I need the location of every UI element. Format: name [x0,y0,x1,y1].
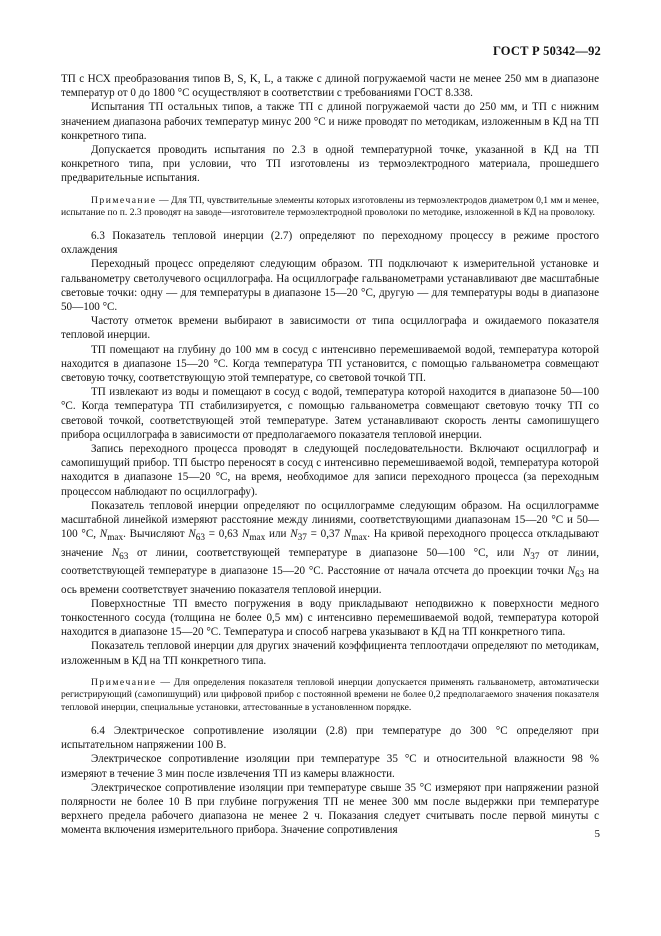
paragraph: ТП с НСХ преобразования типов B, S, K, L, а также с длиной погружаемой части не менее 250 мм в диапазоне температур от 0 до 1800 °С осуществляют в соответствии с требованиями ГОСТ 8.338. [61,73,599,100]
variable-subscript: 63 [119,551,129,562]
note-paragraph [61,195,599,220]
variable-subscript: 63 [195,533,205,544]
note-paragraph [61,677,599,715]
text-run: . На кривой переходного процесса откладывают значение [61,528,599,559]
variable: N [290,528,298,541]
page-body [61,72,599,838]
section-6-3-heading: 6.3 Показатель тепловой инерции (2.7) определяют по переходному процессу в режиме простого охлаждения [61,230,599,257]
text-run: . Вычисляют [123,528,189,541]
variable: N [567,565,576,578]
paragraph: Показатель тепловой инерции для других значений коэффициента теплоотдачи определяют по методикам, изложенным в КД на ТП конкретного типа. [61,640,599,667]
variable: N [343,528,352,541]
paragraph: ТП помещают на глубину до 100 мм в сосуд с интенсивно перемешиваемой водой, температура которой находится в диапазоне 15—20 °С. Когда температура ТП установится, с помощью гальванометра совмещают световую точку, соответствующую этой температуре, со световой точкой ТП. [61,343,599,385]
note-label: Примечание [91,194,157,206]
paragraph: Электрическое сопротивление изоляции при температуре свыше 35 °С измеряют при напряжении разной полярности не более 10 В при глубине погружения ТП не менее 300 мм после выдержки при температуре верхнего предела рабочего диапазона не менее 2 ч. Показания следует считывать после первой минуты с момента включения измерительного прибора. Значение сопротивления [61,781,599,837]
paragraph-inertia-formula [61,499,599,597]
paragraph: Допускается проводить испытания по 2.3 в одной температурной точке, указанной в КД на ТП конкретного типа, при условии, что ТП изготовлены из термоэлектродного материала, прошедшего предварительные испытания. [61,144,599,185]
note-text: — Для определения показателя тепловой инерции допускается применять гальванометр, автоматически регистрирующий (самопишущий) или цифровой прибор с постоянной времени не более 0,2 предполагаемого значения показателя тепловой инерции, специальные установки, аттестованные в установленном порядке. [61,676,599,714]
variable-subscript: max [351,533,368,544]
note-text: — Для ТП, чувствительные элементы которых изготовлены из термоэлектродов диаметром 0,1 мм и менее, испытание по п. 2.3 проводят на заводе—изготовителе термоэлектродной проволоки по методике, изложенной в КД на проволоку. [61,194,599,219]
variable-subscript: 37 [530,551,540,562]
section-6-4-heading: 6.4 Электрическое сопротивление изоляции (2.8) при температуре до 300 °С определяют при испытательном напряжении 100 В. [61,724,599,752]
variable-subscript: 63 [575,570,585,581]
paragraph: Поверхностные ТП вместо погружения в воду прикладывают неподвижно к поверхности медного тонкостенного сосуда (толщина не более 0,5 мм) с интенсивно перемешиваемой водой, температура которой находится в диапазоне 15—20 °С. Температура и способ нагрева указывают в КД на ТП конкретного типа. [61,597,599,639]
variable-subscript: 37 [297,533,307,544]
variable: N [241,528,250,541]
paragraph: Испытания ТП остальных типов, а также ТП с длиной погружаемой части до 250 мм, и ТП с нижним значением диапазона рабочих температур минус 200 °С и ниже проводят по методикам, изложенным в КД на ТП конкретного типа. [61,101,599,142]
variable-subscript: max [249,533,266,544]
variable: N [99,528,108,541]
paragraph: ТП извлекают из воды и помещают в сосуд с водой, температура которой находится в диапазоне 50—100 °С. Когда температура ТП стабилизируется, с помощью гальванометра совмещают световую точку ТП со световой точкой, соответствующей этой температуре. Затем устанавливают скорость ленты самопишущего прибора осциллографа в зависимости от предполагаемого показателя тепловой инерции. [61,386,599,441]
paragraph: Частоту отметок времени выбирают в зависимости от типа осциллографа и ожидаемого показателя тепловой инерции. [61,315,599,342]
paragraph: Запись переходного процесса проводят в следующей последовательности. Включают осциллограф и самопишущий прибор. ТП быстро переносят в сосуд с интенсивно перемешиваемой водой, температура которой находится в диапазоне 15—20 °С, на время, необходимое для записи переходного процесса (за переходным процессом наблюдают по осциллографу). [61,443,599,498]
page-number: 5 [594,828,600,840]
text-run: от линии, соответствующей температуре в диапазоне 50—100 °С, или [128,546,523,559]
text-run: = 0,63 [205,528,242,541]
text-run: или [265,528,291,541]
variable: N [188,528,196,541]
variable: N [522,546,531,559]
variable-subscript: max [107,533,124,544]
variable: N [111,546,120,559]
note-label: Примечание [91,676,157,688]
text-run: Показатель тепловой инерции определяют по осциллограмме следующим образом. На осциллограмме масштабной линейкой измеряют расстояние между линиями, соответствующими диапазонам 15—20 °С и 50—100 °С, [61,499,599,541]
standard-code-header: ГОСТ Р 50342—92 [492,44,601,58]
text-run: от линии, соответствующей температуре в диапазоне 15—20 °С. Расстояние от начала отсчета до проекции точки [61,546,600,578]
text-run: на ось времени соответствует значению показателя тепловой инерции. [61,565,599,596]
paragraph: Переходный процесс определяют следующим образом. ТП подключают к измерительной установке и гальванометру светолучевого осциллографа. На осциллографе гальванометрами устанавливают две масштабные световые точки: одну — для температуры в диапазоне 15—20 °С, другую — для температуры воды в диапазоне 50—100 °С. [61,258,599,314]
paragraph: Электрическое сопротивление изоляции при температуре 35 °С и относительной влажности 98 % измеряют в течение 3 мин после извлечения ТП из камеры влажности. [61,753,599,780]
text-run: = 0,37 [306,528,344,541]
